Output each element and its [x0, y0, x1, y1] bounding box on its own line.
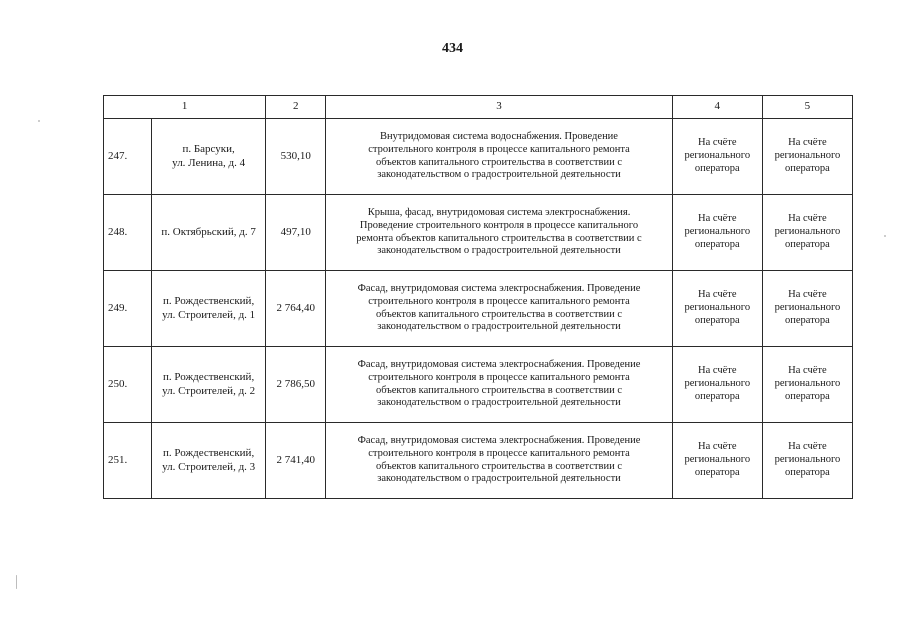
funding-text-4: На счёте регионального оператора: [684, 137, 751, 174]
address-text: п. Рождественский, ул. Строителей, д. 3: [162, 447, 256, 473]
funding-text-5: На счёте регионального оператора: [774, 289, 841, 326]
column-header-3: 3: [326, 96, 672, 119]
funding-cell-4: [672, 423, 762, 499]
scan-speck: [16, 575, 17, 589]
row-number: 247.: [104, 119, 152, 195]
table-header-row: [104, 96, 853, 119]
scan-speck: [884, 235, 886, 237]
works-cell: [326, 119, 672, 195]
works-text: Крыша, фасад, внутридомовая система электроснабжения. Проведение строительного контроля в процессе капитального ремонта объектов капитального строительства в соответствии с законодательством о градостроительной деятельности: [356, 206, 642, 257]
works-cell: [326, 347, 672, 423]
funding-text-5: На счёте регионального оператора: [774, 441, 841, 478]
funding-cell-5: [762, 423, 852, 499]
funding-text-4: На счёте регионального оператора: [684, 441, 751, 478]
address-text: п. Октябрьский, д. 7: [161, 225, 256, 238]
address-text: п. Рождественский, ул. Строителей, д. 1: [162, 295, 256, 321]
funding-cell-5: [762, 347, 852, 423]
area-cell: 2 764,40: [266, 271, 326, 347]
funding-text-4: На счёте регионального оператора: [684, 213, 751, 250]
row-number: 250.: [104, 347, 152, 423]
works-text: Фасад, внутридомовая система электроснабжения. Проведение строительного контроля в процессе капитального ремонта объектов капитального строительства в соответствии с законодательством о градостроительной деятельности: [357, 358, 641, 409]
works-text: Фасад, внутридомовая система электроснабжения. Проведение строительного контроля в процессе капитального ремонта объектов капитального строительства в соответствии с законодательством о градостроительной деятельности: [357, 282, 641, 333]
row-number: 249.: [104, 271, 152, 347]
address-cell: [152, 119, 266, 195]
table-row: [104, 423, 853, 499]
works-cell: [326, 271, 672, 347]
scan-speck: [38, 120, 40, 122]
funding-cell-5: [762, 195, 852, 271]
address-text: п. Барсуки, ул. Ленина, д. 4: [172, 143, 246, 169]
funding-cell-5: [762, 271, 852, 347]
table-row: [104, 271, 853, 347]
row-number: 248.: [104, 195, 152, 271]
page-number: 434: [442, 41, 463, 56]
address-text: п. Рождественский, ул. Строителей, д. 2: [162, 371, 256, 397]
funding-cell-4: [672, 195, 762, 271]
table-row: [104, 347, 853, 423]
funding-text-4: На счёте регионального оператора: [684, 365, 751, 402]
funding-text-5: На счёте регионального оператора: [774, 365, 841, 402]
funding-cell-4: [672, 347, 762, 423]
row-number: 251.: [104, 423, 152, 499]
column-header-1: 1: [104, 96, 266, 119]
address-cell: [152, 271, 266, 347]
address-cell: [152, 347, 266, 423]
funding-text-5: На счёте регионального оператора: [774, 213, 841, 250]
column-header-5: 5: [762, 96, 852, 119]
area-cell: 530,10: [266, 119, 326, 195]
funding-cell-5: [762, 119, 852, 195]
funding-cell-4: [672, 271, 762, 347]
funding-cell-4: [672, 119, 762, 195]
works-text: Внутридомовая система водоснабжения. Проведение строительного контроля в процессе капитального ремонта объектов капитального строительства в соответствии с законодательством о градостроительной деятельности: [368, 130, 630, 181]
address-cell: [152, 423, 266, 499]
area-cell: 2 741,40: [266, 423, 326, 499]
table-row: [104, 195, 853, 271]
funding-text-4: На счёте регионального оператора: [684, 289, 751, 326]
column-header-2: 2: [266, 96, 326, 119]
funding-text-5: На счёте регионального оператора: [774, 137, 841, 174]
table-row: [104, 119, 853, 195]
area-cell: 2 786,50: [266, 347, 326, 423]
works-cell: [326, 423, 672, 499]
column-header-4: 4: [672, 96, 762, 119]
address-cell: [152, 195, 266, 271]
area-cell: 497,10: [266, 195, 326, 271]
repair-program-table: [103, 95, 853, 499]
works-text: Фасад, внутридомовая система электроснабжения. Проведение строительного контроля в процессе капитального ремонта объектов капитального строительства в соответствии с законодательством о градостроительной деятельности: [357, 434, 641, 485]
works-cell: [326, 195, 672, 271]
